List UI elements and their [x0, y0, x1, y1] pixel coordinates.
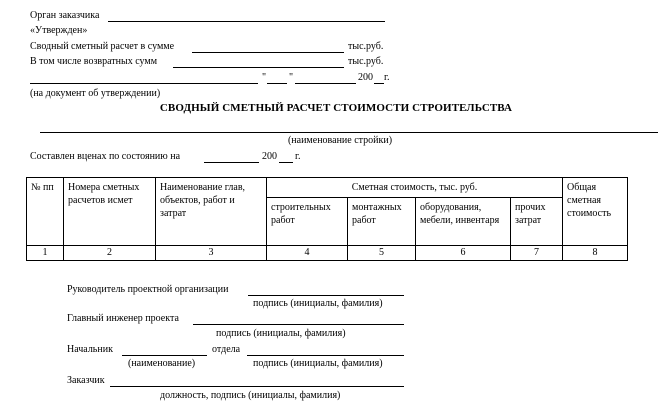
prices-year-prefix: 200	[262, 151, 277, 162]
date-quote-close: "	[289, 72, 294, 83]
customer-sign-line	[110, 386, 404, 387]
column-number: 1	[27, 246, 64, 261]
header-construction: строительных работ	[267, 198, 348, 246]
prices-year-suffix: г.	[295, 151, 301, 162]
object-caption: (наименование стройки)	[287, 135, 393, 146]
column-number: 4	[267, 246, 348, 261]
column-number: 5	[348, 246, 416, 261]
object-line	[40, 132, 658, 133]
customer-sign-caption: должность, подпись (инициалы, фамилия)	[160, 390, 341, 401]
column-number: 7	[511, 246, 563, 261]
customer-line	[108, 21, 385, 22]
project-head-caption: подпись (инициалы, фамилия)	[253, 298, 383, 309]
chief-sign-caption: подпись (инициалы, фамилия)	[253, 358, 383, 369]
year-line	[374, 83, 384, 84]
prices-year-line	[279, 162, 293, 163]
customer-sign-label: Заказчик	[67, 375, 105, 386]
column-number: 3	[156, 246, 267, 261]
year-suffix: г.	[384, 72, 390, 83]
prices-label: Составлен вценах по состоянию на	[30, 151, 181, 162]
estimate-table	[26, 177, 628, 261]
chief-dept-line	[122, 355, 207, 356]
approval-line	[30, 83, 258, 84]
summary-unit: тыс.руб.	[348, 41, 384, 52]
month-line	[295, 83, 356, 84]
date-quote-open: "	[262, 72, 267, 83]
year-prefix: 200	[358, 72, 373, 83]
returns-label: В том числе возвратных сумм	[30, 56, 158, 67]
prices-date-line	[204, 162, 259, 163]
column-number: 2	[64, 246, 156, 261]
chief-engineer-label: Главный инженер проекта	[67, 313, 179, 324]
column-number: 8	[563, 246, 628, 261]
summary-line	[192, 52, 344, 53]
doc-note: (на документ об утверждении)	[30, 88, 161, 99]
header-cost-group: Сметная стоимость, тыс. руб.	[267, 178, 563, 198]
page-title: СВОДНЫЙ СМЕТНЫЙ РАСЧЕТ СТОИМОСТИ СТРОИТЕЛЬСТВА	[159, 102, 513, 114]
approved-label: «Утвержден»	[30, 25, 88, 36]
header-num: № пп	[27, 178, 64, 246]
header-total: Общая сметная стоимость	[563, 178, 628, 246]
header-other: прочих затрат	[511, 198, 563, 246]
column-number: 6	[416, 246, 511, 261]
header-name: Наименование глав, объектов, работ и затрат	[156, 178, 267, 246]
day-line	[267, 83, 287, 84]
header-equipment: оборудования, мебели, инвентаря	[416, 198, 511, 246]
returns-line	[173, 67, 344, 68]
chief-label: Начальник	[67, 344, 113, 355]
header-calc: Номера сметных расчетов исмет	[64, 178, 156, 246]
project-head-line	[248, 295, 404, 296]
dept-name-caption: (наименование)	[128, 358, 196, 369]
dept-label: отдела	[212, 344, 241, 355]
chief-sign-line	[247, 355, 404, 356]
header-installation: монтажных работ	[348, 198, 416, 246]
chief-engineer-caption: подпись (инициалы, фамилия)	[216, 328, 346, 339]
customer-label: Орган заказчика	[30, 10, 100, 21]
returns-unit: тыс.руб.	[348, 56, 384, 67]
chief-engineer-line	[193, 324, 404, 325]
project-head-label: Руководитель проектной организации	[67, 284, 229, 295]
summary-label: Сводный сметный расчет в сумме	[30, 41, 175, 52]
